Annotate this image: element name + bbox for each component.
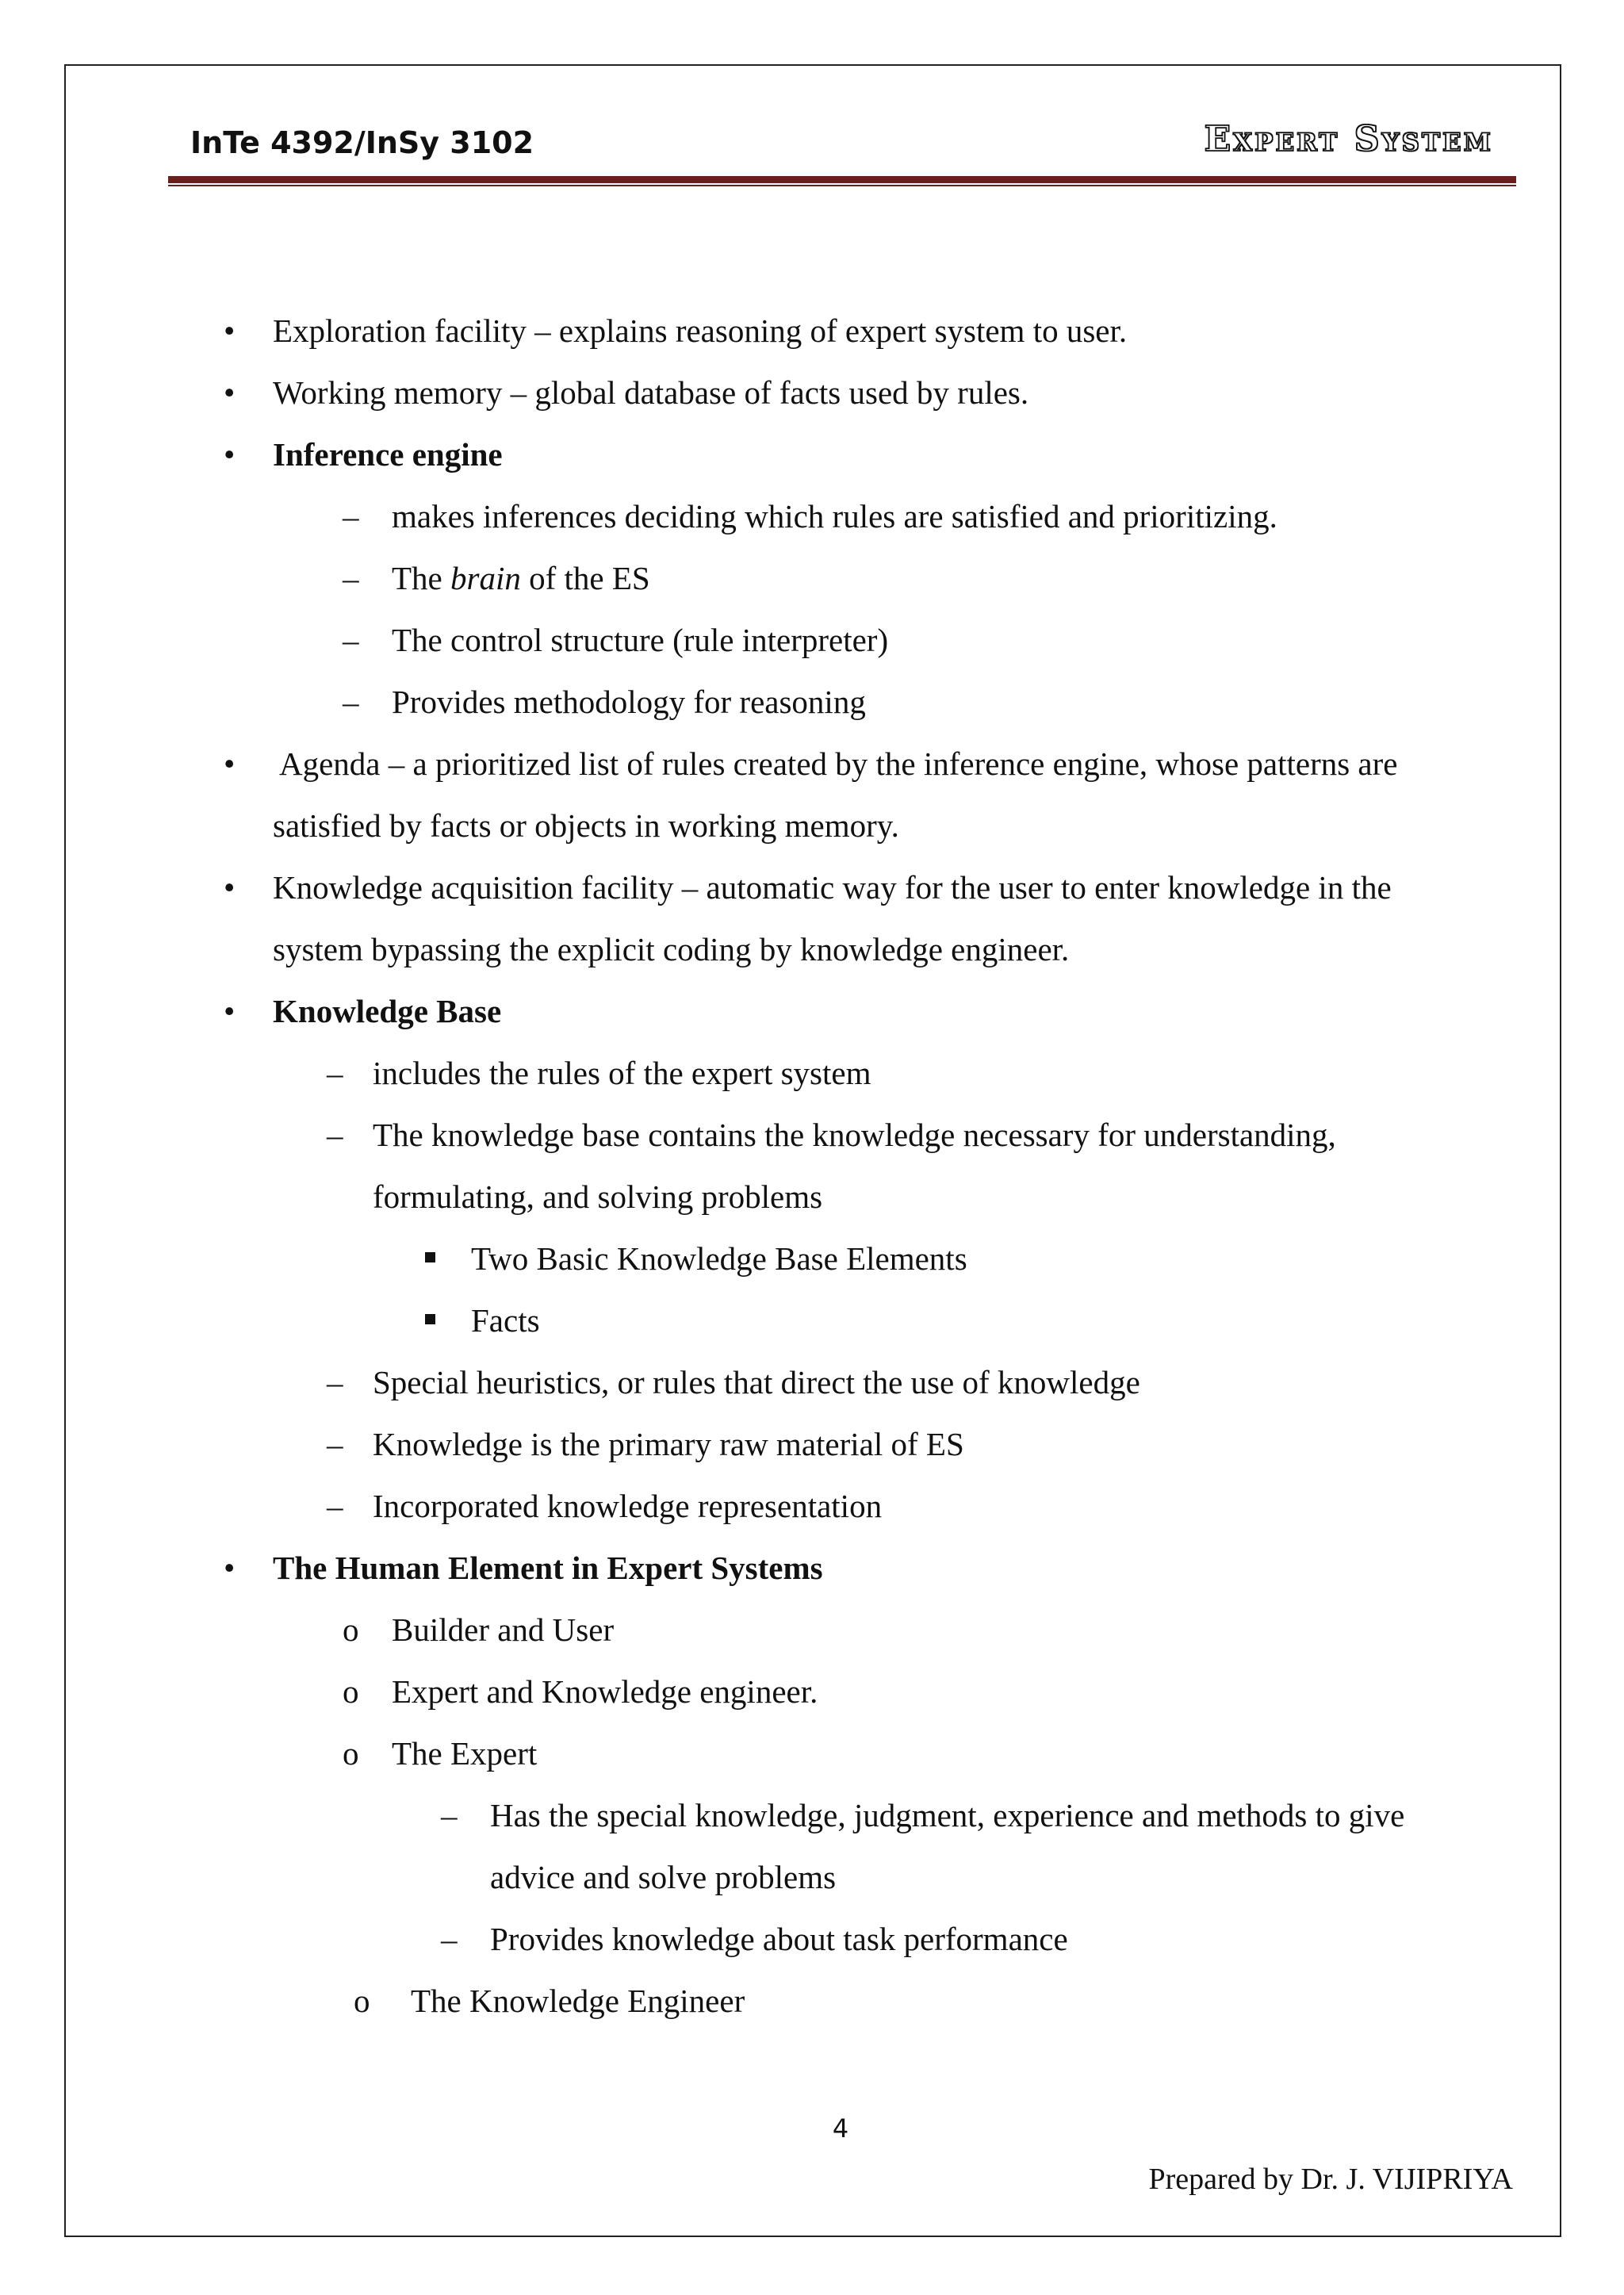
list-item — [0, 733, 1624, 795]
sub-item — [0, 671, 1624, 733]
sub-item — [0, 609, 1624, 671]
dash-marker: – — [343, 560, 359, 596]
sub-item-text: The control structure (rule interpreter) — [392, 622, 889, 658]
list-item-text: satisfied by facts or objects in working memory. — [273, 807, 899, 844]
nested-sub-item-text: Provides knowledge about task performance — [490, 1921, 1068, 1957]
dash-marker: – — [441, 1797, 458, 1833]
sub-item-text: Knowledge is the primary raw material of ES — [373, 1426, 964, 1462]
nested-sub-item — [0, 1908, 1624, 1970]
dash-marker: – — [343, 622, 359, 658]
list-item-text: system bypassing the explicit coding by knowledge engineer. — [273, 931, 1070, 967]
list-item-text: Agenda – a prioritized list of rules created by the inference engine, whose patterns are — [273, 745, 1398, 782]
page-content — [0, 300, 1624, 2032]
sub-item-text: The knowledge base contains the knowledge necessary for understanding, — [373, 1117, 1336, 1153]
sub-item-text: makes inferences deciding which rules are satisfied and prioritizing. — [392, 498, 1277, 534]
sub-item-text: Provides methodology for reasoning — [392, 684, 866, 720]
dash-marker: – — [327, 1426, 343, 1462]
circle-item-text: The Expert — [392, 1735, 538, 1772]
dash-marker: – — [327, 1488, 343, 1524]
nested-sub-item — [0, 1784, 1624, 1846]
bullet-marker: • — [224, 436, 236, 473]
sub-item — [0, 1104, 1624, 1166]
list-item — [0, 300, 1624, 362]
bullet-marker: • — [224, 312, 236, 349]
circle-marker: o — [343, 1673, 359, 1710]
sub-item-text: Incorporated knowledge representation — [373, 1488, 883, 1524]
list-item-continuation — [0, 795, 1624, 856]
sub-item-text — [392, 547, 650, 609]
footer-author: Prepared by Dr. J. VIJIPRIYA — [1148, 2163, 1513, 2196]
dash-marker: – — [327, 1055, 343, 1091]
document-title: Expert System — [1204, 119, 1493, 159]
course-code: InTe 4392/InSy 3102 — [190, 125, 534, 160]
list-item-text: Working memory – global database of facts used by rules. — [273, 374, 1029, 411]
nested-sub-item-continuation — [0, 1846, 1624, 1908]
page-number: 4 — [832, 2113, 849, 2144]
circle-marker: o — [343, 1611, 359, 1648]
circle-marker: o — [354, 1983, 370, 2019]
circle-item-text: Expert and Knowledge engineer. — [392, 1673, 818, 1710]
list-item — [0, 980, 1624, 1042]
section-heading: Knowledge Base — [273, 993, 502, 1029]
sub-item — [0, 485, 1624, 547]
list-item-continuation — [0, 918, 1624, 980]
sub-item-continuation — [0, 1166, 1624, 1228]
bullet-marker: • — [224, 745, 236, 782]
square-bullet-icon — [425, 1314, 435, 1324]
dash-marker: – — [343, 684, 359, 720]
circle-marker: o — [343, 1735, 359, 1772]
dash-marker: – — [441, 1921, 458, 1957]
bullet-marker: • — [224, 993, 236, 1029]
bullet-marker: • — [224, 1550, 236, 1586]
dash-marker: – — [327, 1117, 343, 1153]
square-bullet-item — [0, 1228, 1624, 1289]
square-bullet-item — [0, 1289, 1624, 1351]
section-heading: The Human Element in Expert Systems — [273, 1550, 823, 1586]
square-item-text: Facts — [471, 1302, 540, 1339]
text-segment: of the ES — [520, 560, 650, 596]
list-item-text: Exploration facility – explains reasoning of expert system to user. — [273, 312, 1128, 349]
text-segment: The — [392, 560, 450, 596]
sub-item-text: includes the rules of the expert system — [373, 1055, 871, 1091]
circle-item-text: Builder and User — [392, 1611, 615, 1648]
nested-sub-item-text: advice and solve problems — [490, 1859, 837, 1895]
circle-item — [0, 1970, 1624, 2032]
bullet-marker: • — [224, 374, 236, 411]
circle-item — [0, 1722, 1624, 1784]
list-item — [0, 1537, 1624, 1599]
list-item — [0, 423, 1624, 485]
sub-item — [0, 547, 1624, 609]
list-item-text: Knowledge acquisition facility – automatic way for the user to enter knowledge in the — [273, 869, 1392, 906]
nested-sub-item-text: Has the special knowledge, judgment, experience and methods to give — [490, 1797, 1405, 1833]
dash-marker: – — [327, 1364, 343, 1400]
sub-item — [0, 1413, 1624, 1475]
circle-item-text: The Knowledge Engineer — [411, 1983, 745, 2019]
circle-item — [0, 1599, 1624, 1661]
sub-item — [0, 1475, 1624, 1537]
header-rule-thin — [168, 185, 1516, 186]
sub-item — [0, 1351, 1624, 1413]
section-heading: Inference engine — [273, 436, 503, 473]
bullet-marker: • — [224, 869, 236, 906]
list-item — [0, 856, 1624, 918]
square-bullet-icon — [425, 1252, 435, 1262]
circle-item — [0, 1661, 1624, 1722]
square-item-text: Two Basic Knowledge Base Elements — [471, 1240, 967, 1277]
dash-marker: – — [343, 498, 359, 534]
sub-item-text: Special heuristics, or rules that direct the use of knowledge — [373, 1364, 1140, 1400]
sub-item — [0, 1042, 1624, 1104]
sub-item-text: formulating, and solving problems — [373, 1178, 823, 1215]
header-rule — [168, 176, 1516, 183]
italic-word: brain — [450, 560, 521, 596]
list-item — [0, 362, 1624, 423]
